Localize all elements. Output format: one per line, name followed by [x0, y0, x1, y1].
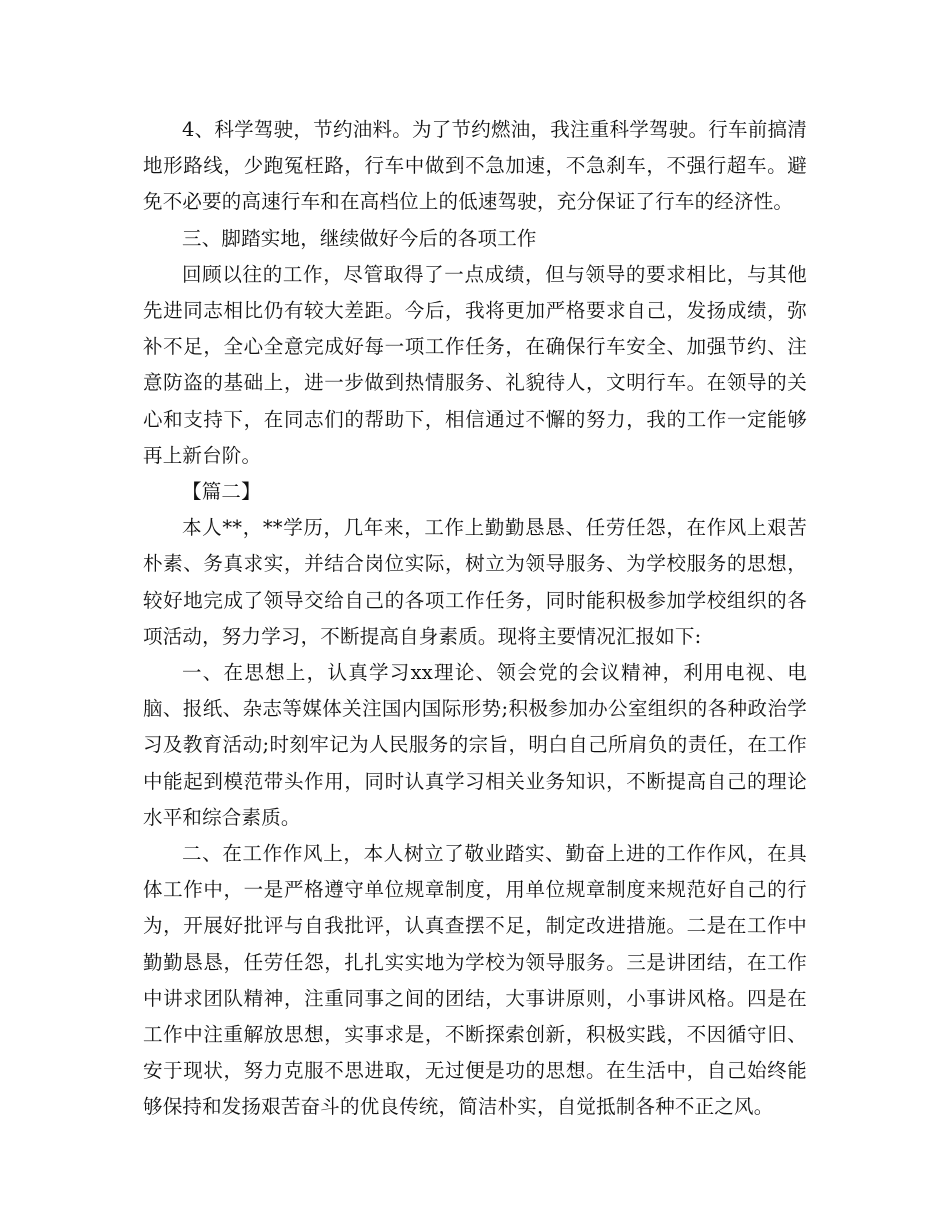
paragraph-work-style: 二、在工作作风上，本人树立了敬业踏实、勤奋上进的工作作风，在具体工作中，一是严格遵守单位规章制度，用单位规章制度来规范好自己的行为，开展好批评与自我批评，认真查摆不足，制定改进措施。二是在工作中勤勤恳恳，任劳任怨，扎扎实实地为学校为领导服务。三是讲团结，在工作中讲求团队精神，注重同事之间的团结，大事讲原则，小事讲风格。四是在工作中注重解放思想，实事求是，不断探索创新，积极实践，不因循守旧、安于现状，努力克服不思进取，无过便是功的思想。在生活中，自己始终能够保持和发扬艰苦奋斗的优良传统，简洁朴实，自觉抵制各种不正之风。 — [143, 842, 807, 1119]
paragraph-review: 回顾以往的工作，尽管取得了一点成绩，但与领导的要求相比，与其他先进同志相比仍有较大差距。今后，我将更加严格要求自己，发扬成绩，弥补不足，全心全意完成好每一项工作任务，在确保行车安全、加强节约、注意防盗的基础上，进一步做到热情服务、礼貌待人，文明行车。在领导的关心和支持下，在同志们的帮助下，相信通过不懈的努力，我的工作一定能够再上新台阶。 — [143, 262, 807, 467]
paragraph-scientific-driving: 4、科学驾驶，节约油料。为了节约燃油，我注重科学驾驶。行车前搞清地形路线，少跑冤枉路，行车中做到不急加速，不急刹车，不强行超车。避免不必要的高速行车和在高档位上的低速驾驶，充分保证了行车的经济性。 — [143, 118, 807, 214]
section-heading-part-two: 【篇二】 — [182, 480, 261, 504]
paragraph-introduction: 本人**，**学历，几年来，工作上勤勤恳恳、任劳任怨，在作风上艰苦朴素、务真求实，并结合岗位实际，树立为领导服务、为学校服务的思想，较好地完成了领导交给自己的各项工作任务，同时能积极参加学校组织的各项活动，努力学习，不断提高自身素质。现将主要情况汇报如下: — [143, 516, 807, 648]
paragraph-ideology: 一、在思想上，认真学习xx理论、领会党的会议精神，利用电视、电脑、报纸、杂志等媒体关注国内国际形势;积极参加办公室组织的各种政治学习及教育活动;时刻牢记为人民服务的宗旨，明白自己所肩负的责任，在工作中能起到模范带头作用，同时认真学习相关业务知识，不断提高自己的理论水平和综合素质。 — [143, 661, 807, 829]
section-heading-future-work: 三、脚踏实地，继续做好今后的各项工作 — [182, 226, 537, 250]
